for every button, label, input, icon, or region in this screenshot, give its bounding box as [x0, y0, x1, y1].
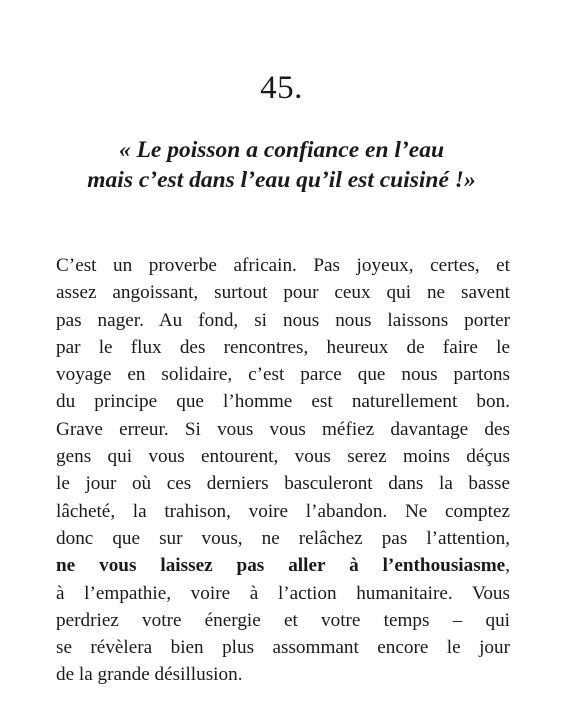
body-line: se révèlera bien plus assommant encore le jour	[56, 637, 510, 659]
body-line: donc que sur vous, ne relâchez pas l’attention,	[56, 527, 510, 549]
body-line-last: de la grande désillusion.	[56, 664, 243, 686]
body-line: Grave erreur. Si vous vous méfiez davantage des	[56, 418, 510, 440]
body-line: le jour où ces derniers basculeront dans la basse	[56, 473, 510, 495]
body-line: pas nager. Au fond, si nous nous laissons porter	[56, 309, 510, 331]
emphasis-comma: ,	[505, 555, 510, 577]
body-line: voyage en solidaire, c’est parce que nous partons	[56, 364, 510, 386]
epigraph-line-2: mais c’est dans l’eau qu’il est cuisiné !»	[87, 167, 476, 193]
body-line: C’est un proverbe africain. Pas joyeux, certes, et	[56, 255, 510, 276]
chapter-number: 45.	[260, 70, 303, 106]
body-line: perdriez votre énergie et votre temps – qui	[56, 609, 510, 631]
body-line: lâcheté, la trahison, voire l’abandon. Ne comptez	[56, 500, 510, 522]
epigraph-quote	[40, 135, 523, 195]
emphasis-text: ne vous laissez pas aller à l’enthousiasme	[56, 555, 506, 577]
body-line: du principe que l’homme est naturellement bon.	[56, 391, 510, 413]
body-line: gens qui vous entourent, vous serez moins déçus	[56, 446, 510, 468]
body-line: assez angoissant, surtout pour ceux qui ne savent	[56, 282, 510, 304]
epigraph-line-1: « Le poisson a confiance en l’eau	[118, 137, 445, 163]
body-line: par le flux des rencontres, heureux de faire le	[56, 336, 510, 358]
body-line: à l’empathie, voire à l’action humanitaire. Vous	[56, 582, 510, 604]
body-line-emphasis	[56, 552, 510, 579]
body-paragraph	[56, 252, 510, 689]
